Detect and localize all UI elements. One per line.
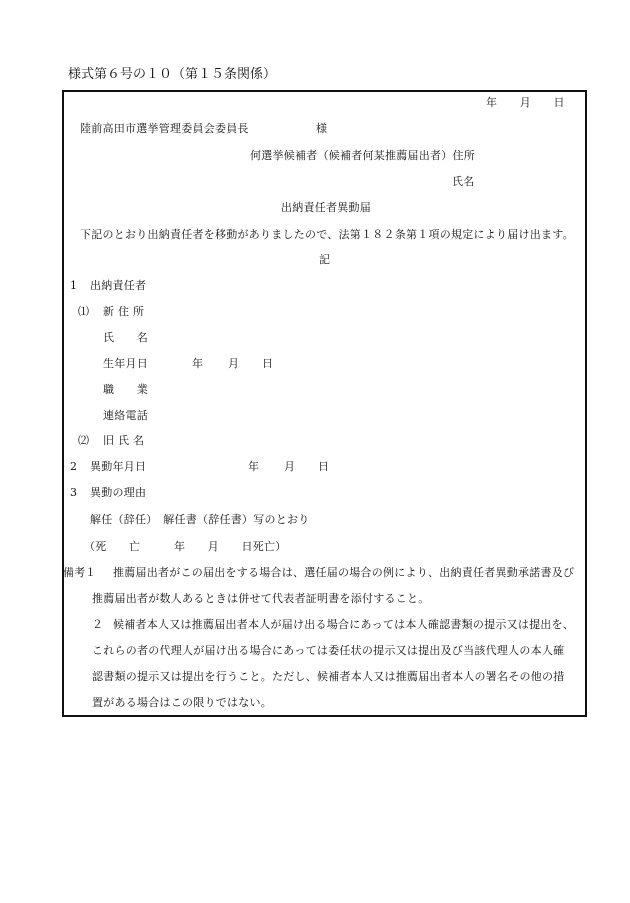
occupation-label: 職 業 (103, 383, 148, 396)
sub-item-1-marker: ⑴ (78, 305, 90, 318)
ki-mark: 記 (319, 253, 331, 266)
change-date-year-unit: 年 (248, 460, 260, 473)
note-1-number: １ (85, 566, 97, 579)
form-number: 様式第６号の１０（第１５条関係） (68, 67, 277, 82)
intro-text: 下記のとおり出納責任者を移動がありましたので、法第１８２条第１項の規定により届け出ます。 (80, 228, 574, 241)
birthdate-year-unit: 年 (192, 357, 204, 370)
addressee-honorific: 様 (316, 122, 328, 135)
birthdate-month-unit: 月 (228, 357, 240, 370)
date-line: 年 月 日 (486, 96, 565, 109)
addressee-name: 陸前高田市選挙管理委員会委員長 (80, 122, 249, 135)
item-2-number: 2 (70, 460, 78, 473)
reason-death: （死 亡 年 月 日死亡） (84, 540, 287, 553)
item-3-number: 3 (70, 486, 78, 499)
change-date-label: 異動年月日 (90, 460, 147, 473)
note-2-line-4: 置がある場合はこの限りではない。 (92, 696, 272, 709)
phone-label: 連絡電話 (103, 409, 148, 422)
note-2-line-3: 認書類の提示又は提出を行うこと。ただし、候補者本人又は推薦届出者本人の署名その他の措 (92, 670, 565, 683)
birthdate-day-unit: 日 (262, 357, 274, 370)
note-2-line-1: 候補者本人又は推薦届出者本人が届け出る場合にあっては本人確認書類の提示又は提出を、 (113, 618, 575, 631)
new-name-label: 氏 名 (103, 331, 148, 344)
submitter-name-label: 氏名 (452, 175, 475, 188)
old-name-label: 旧 氏 名 (103, 434, 145, 447)
birthdate-label: 生年月日 (103, 357, 148, 370)
change-date-day-unit: 日 (318, 460, 330, 473)
note-2-number: ２ (92, 618, 104, 631)
note-1-line-2: 推薦届出者が数人あるときは併せて代表者証明書を添付すること。 (92, 592, 430, 605)
change-date-month-unit: 月 (284, 460, 296, 473)
note-1-line-1: 推薦届出者がこの届出をする場合は、選任届の場合の例により、出納責任者異動承諾書及び (113, 566, 575, 579)
item-1-number: 1 (70, 279, 78, 292)
reason-label: 異動の理由 (90, 486, 147, 499)
submitter-address-label: 何選挙候補者（候補者何某推薦届出者）住所 (250, 149, 475, 162)
note-2-line-2: これらの者の代理人が届け出る場合にあっては委任状の提示又は提出及び当該代理人の本人確 (92, 644, 565, 657)
item-1-label: 出納責任者 (90, 279, 147, 292)
document-title: 出納責任者異動届 (281, 201, 371, 214)
reason-dismissal: 解任（辞任） 解任書（辞任書）写のとおり (90, 513, 310, 526)
new-address-label: 新 住 所 (103, 305, 145, 318)
sub-item-2-marker: ⑵ (78, 434, 90, 447)
notes-heading: 備考 (63, 566, 86, 579)
